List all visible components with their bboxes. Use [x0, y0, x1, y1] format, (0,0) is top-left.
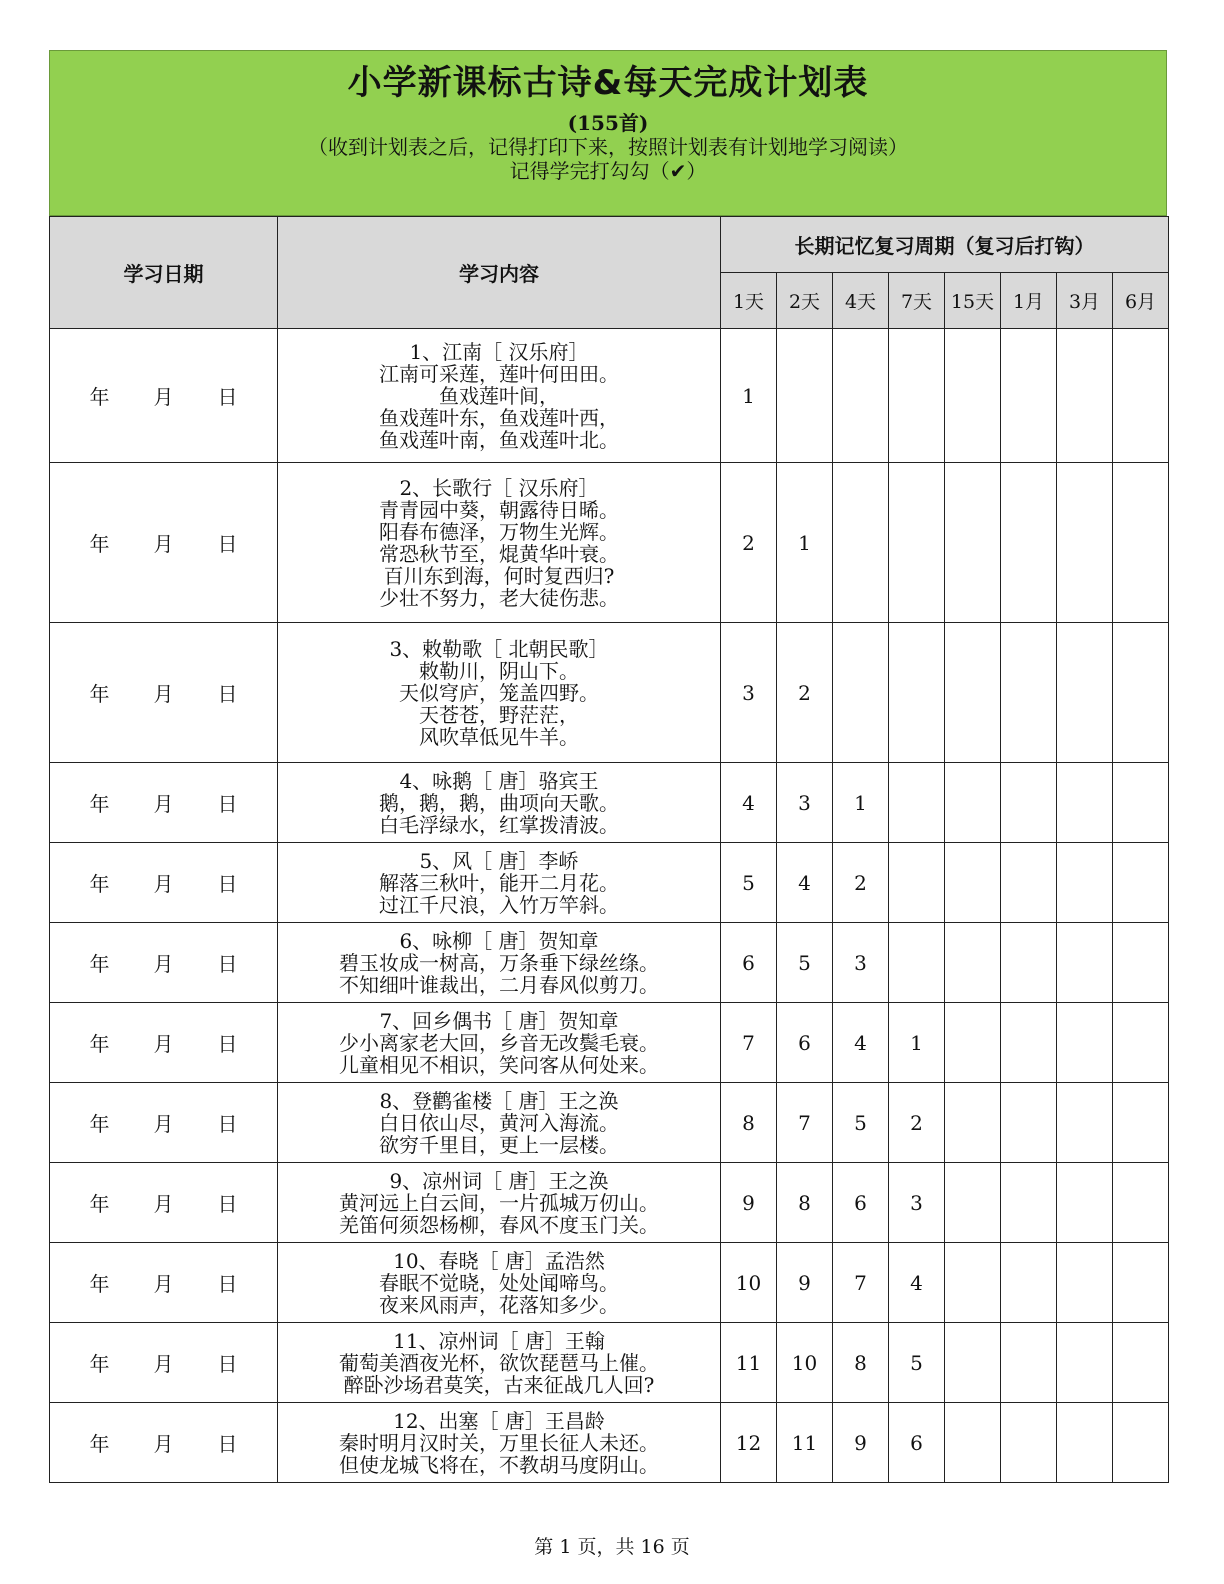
review-checkbox-cell[interactable]: [1113, 1163, 1169, 1243]
date-year-label: 年: [89, 792, 110, 816]
review-checkbox-cell[interactable]: 7: [721, 1003, 777, 1083]
review-checkbox-cell[interactable]: 1: [777, 463, 833, 623]
review-checkbox-cell[interactable]: [945, 1403, 1001, 1483]
poem-title: 5、风［ 唐］李峤: [419, 848, 579, 873]
study-date-cell[interactable]: [50, 463, 278, 623]
poem-title: 4、咏鹅［ 唐］骆宾王: [399, 768, 599, 793]
poem-line: 鱼戏莲叶间，: [439, 383, 559, 408]
review-checkbox-cell[interactable]: [889, 329, 945, 463]
poem-content-cell: [278, 1163, 721, 1243]
study-date-cell[interactable]: [50, 1403, 278, 1483]
poem-content-cell: [278, 1083, 721, 1163]
header-period-2: 4天: [833, 273, 889, 329]
review-checkbox-cell[interactable]: [1113, 1243, 1169, 1323]
poem-line: 但使龙城飞将在，不教胡马度阴山。: [339, 1452, 659, 1477]
study-date-cell[interactable]: [50, 763, 278, 843]
header-period-1: 2天: [777, 273, 833, 329]
review-checkbox-cell[interactable]: [1001, 763, 1057, 843]
review-checkbox-cell[interactable]: 5: [833, 1083, 889, 1163]
review-checkbox-cell[interactable]: [1113, 843, 1169, 923]
poem-line: 欲穷千里目，更上一层楼。: [379, 1132, 619, 1157]
poem-content-cell: [278, 463, 721, 623]
poem-title: 11、凉州词［ 唐］王翰: [393, 1328, 605, 1353]
review-checkbox-cell[interactable]: [1057, 843, 1113, 923]
date-month-label: 月: [153, 1032, 174, 1056]
poem-title: 10、春晓［ 唐］孟浩然: [393, 1248, 605, 1273]
review-checkbox-cell[interactable]: [945, 1243, 1001, 1323]
review-checkbox-cell[interactable]: [833, 463, 889, 623]
header-period-4: 15天: [945, 273, 1001, 329]
poem-title: 9、凉州词［ 唐］王之涣: [389, 1168, 609, 1193]
review-checkbox-cell[interactable]: [1057, 329, 1113, 463]
date-day-label: 日: [217, 385, 238, 409]
poem-line: 鱼戏莲叶南，鱼戏莲叶北。: [379, 427, 619, 452]
poem-line: 碧玉妆成一树高，万条垂下绿丝绦。: [339, 950, 659, 975]
review-checkbox-cell[interactable]: [1001, 1083, 1057, 1163]
date-month-label: 月: [153, 792, 174, 816]
review-checkbox-cell[interactable]: 11: [721, 1323, 777, 1403]
header-period-6: 3月: [1057, 273, 1113, 329]
review-checkbox-cell[interactable]: [1057, 923, 1113, 1003]
date-month-label: 月: [153, 1272, 174, 1296]
review-checkbox-cell[interactable]: [889, 843, 945, 923]
review-checkbox-cell[interactable]: [1113, 1003, 1169, 1083]
table-row: [50, 623, 1169, 763]
poem-line: 葡萄美酒夜光杯，欲饮琵琶马上催。: [339, 1350, 659, 1375]
instruction-note: （收到计划表之后，记得打印下来，按照计划表有计划地学习阅读）: [308, 135, 908, 159]
date-year-label: 年: [89, 682, 110, 706]
review-checkbox-cell[interactable]: [1113, 1083, 1169, 1163]
review-checkbox-cell[interactable]: [1113, 923, 1169, 1003]
review-checkbox-cell[interactable]: [1113, 463, 1169, 623]
poem-line: 醉卧沙场君莫笑，古来征战几人回?: [343, 1372, 655, 1397]
poem-line: 儿童相见不相识，笑问客从何处来。: [339, 1052, 659, 1077]
poem-line: 白毛浮绿水，红掌拨清波。: [379, 812, 619, 837]
study-date-cell[interactable]: [50, 623, 278, 763]
poem-line: 白日依山尽，黄河入海流。: [379, 1110, 619, 1135]
review-checkbox-cell[interactable]: [945, 329, 1001, 463]
review-checkbox-cell[interactable]: [1001, 1243, 1057, 1323]
review-checkbox-cell[interactable]: 6: [721, 923, 777, 1003]
date-day-label: 日: [217, 1352, 238, 1376]
review-checkbox-cell[interactable]: 9: [721, 1163, 777, 1243]
table-row: [50, 1083, 1169, 1163]
poem-title: 2、长歌行［ 汉乐府］: [399, 475, 599, 500]
date-day-label: 日: [217, 792, 238, 816]
poem-content-cell: [278, 1403, 721, 1483]
study-date-cell[interactable]: [50, 1163, 278, 1243]
table-row: [50, 463, 1169, 623]
poem-line: 青青园中葵，朝露待日晞。: [379, 497, 619, 522]
poem-content-cell: [278, 763, 721, 843]
review-checkbox-cell[interactable]: 3: [777, 763, 833, 843]
review-checkbox-cell[interactable]: [833, 329, 889, 463]
review-checkbox-cell[interactable]: 2: [833, 843, 889, 923]
table-row: [50, 763, 1169, 843]
review-checkbox-cell[interactable]: 6: [889, 1403, 945, 1483]
date-year-label: 年: [89, 1032, 110, 1056]
study-date-cell[interactable]: [50, 1243, 278, 1323]
date-month-label: 月: [153, 1112, 174, 1136]
table-row: [50, 1163, 1169, 1243]
review-checkbox-cell[interactable]: 4: [889, 1243, 945, 1323]
date-year-label: 年: [89, 385, 110, 409]
poem-content-cell: [278, 1003, 721, 1083]
poem-content-cell: [278, 329, 721, 463]
poem-title: 7、回乡偶书［ 唐］贺知章: [379, 1008, 619, 1033]
date-day-label: 日: [217, 952, 238, 976]
poem-line: 秦时明月汉时关，万里长征人未还。: [339, 1430, 659, 1455]
review-checkbox-cell[interactable]: 5: [721, 843, 777, 923]
review-checkbox-cell[interactable]: [1001, 1323, 1057, 1403]
header-period-3: 7天: [889, 273, 945, 329]
review-checkbox-cell[interactable]: 2: [889, 1083, 945, 1163]
review-checkbox-cell[interactable]: [1113, 1323, 1169, 1403]
poem-line: 风吹草低见牛羊。: [419, 724, 579, 749]
date-year-label: 年: [89, 872, 110, 896]
study-date-cell[interactable]: [50, 843, 278, 923]
header-period-7: 6月: [1113, 273, 1169, 329]
review-checkbox-cell[interactable]: 1: [833, 763, 889, 843]
poem-line: 黄河远上白云间，一片孤城万仞山。: [339, 1190, 659, 1215]
table-row: [50, 1323, 1169, 1403]
header-period-5: 1月: [1001, 273, 1057, 329]
review-checkbox-cell[interactable]: 8: [721, 1083, 777, 1163]
review-checkbox-cell[interactable]: 11: [777, 1403, 833, 1483]
date-day-label: 日: [217, 872, 238, 896]
review-checkbox-cell[interactable]: [945, 1083, 1001, 1163]
poem-line: 鹅，鹅，鹅，曲项向天歌。: [379, 790, 619, 815]
poem-line: 少壮不努力，老大徒伤悲。: [379, 585, 619, 610]
date-month-label: 月: [153, 532, 174, 556]
date-month-label: 月: [153, 385, 174, 409]
date-year-label: 年: [89, 1112, 110, 1136]
poem-line: 阳春布德泽，万物生光辉。: [379, 519, 619, 544]
date-day-label: 日: [217, 1432, 238, 1456]
review-checkbox-cell[interactable]: 3: [833, 923, 889, 1003]
table-row: [50, 843, 1169, 923]
review-checkbox-cell[interactable]: [945, 1323, 1001, 1403]
table-row: [50, 329, 1169, 463]
date-month-label: 月: [153, 872, 174, 896]
poem-line: 夜来风雨声，花落知多少。: [379, 1292, 619, 1317]
poem-line: 天似穹庐，笼盖四野。: [399, 680, 599, 705]
date-day-label: 日: [217, 1272, 238, 1296]
review-checkbox-cell[interactable]: [889, 463, 945, 623]
review-checkbox-cell[interactable]: [1057, 463, 1113, 623]
table-row: [50, 1403, 1169, 1483]
page-footer: 第 1 页，共 16 页: [534, 1536, 690, 1558]
date-day-label: 日: [217, 682, 238, 706]
header-study-date: 学习日期: [50, 217, 278, 329]
table-row: [50, 1003, 1169, 1083]
review-checkbox-cell[interactable]: [1001, 463, 1057, 623]
review-checkbox-cell[interactable]: [945, 763, 1001, 843]
checkmark-note: 记得学完打勾勾（✔）: [509, 159, 707, 183]
study-date-cell[interactable]: [50, 923, 278, 1003]
review-checkbox-cell[interactable]: 8: [777, 1163, 833, 1243]
poem-title: 6、咏柳［ 唐］贺知章: [399, 928, 599, 953]
poem-line: 过江千尺浪，入竹万竿斜。: [379, 892, 619, 917]
review-checkbox-cell[interactable]: [1113, 1403, 1169, 1483]
date-day-label: 日: [217, 1192, 238, 1216]
review-checkbox-cell[interactable]: 2: [777, 623, 833, 763]
review-checkbox-cell[interactable]: 6: [777, 1003, 833, 1083]
study-date-cell[interactable]: [50, 1323, 278, 1403]
table-row: [50, 923, 1169, 1003]
review-checkbox-cell[interactable]: 5: [889, 1323, 945, 1403]
poem-title: 1、江南［ 汉乐府］: [409, 339, 589, 364]
review-checkbox-cell[interactable]: 12: [721, 1403, 777, 1483]
date-day-label: 日: [217, 1112, 238, 1136]
review-checkbox-cell[interactable]: [1057, 1083, 1113, 1163]
study-date-cell[interactable]: [50, 1083, 278, 1163]
date-year-label: 年: [89, 532, 110, 556]
date-year-label: 年: [89, 1432, 110, 1456]
review-checkbox-cell[interactable]: 6: [833, 1163, 889, 1243]
poem-line: 少小离家老大回，乡音无改鬓毛衰。: [339, 1030, 659, 1055]
poem-line: 解落三秋叶，能开二月花。: [379, 870, 619, 895]
review-checkbox-cell[interactable]: [889, 623, 945, 763]
date-day-label: 日: [217, 532, 238, 556]
poem-title: 12、出塞［ 唐］王昌龄: [393, 1408, 605, 1433]
date-month-label: 月: [153, 682, 174, 706]
review-checkbox-cell[interactable]: [1057, 623, 1113, 763]
review-checkbox-cell[interactable]: [1057, 1243, 1113, 1323]
date-month-label: 月: [153, 1192, 174, 1216]
date-month-label: 月: [153, 952, 174, 976]
review-checkbox-cell[interactable]: [1113, 329, 1169, 463]
poem-count: (155首): [567, 111, 649, 135]
poem-content-cell: [278, 843, 721, 923]
review-checkbox-cell[interactable]: 4: [833, 1003, 889, 1083]
review-checkbox-cell[interactable]: [1001, 1003, 1057, 1083]
table-row: [50, 1243, 1169, 1323]
review-checkbox-cell[interactable]: [889, 923, 945, 1003]
review-checkbox-cell[interactable]: [1057, 1323, 1113, 1403]
poem-line: 不知细叶谁裁出，二月春风似剪刀。: [339, 972, 659, 997]
header-period-0: 1天: [721, 273, 777, 329]
date-year-label: 年: [89, 1192, 110, 1216]
title-banner: [49, 50, 1167, 216]
poem-content-cell: [278, 623, 721, 763]
review-checkbox-cell[interactable]: 1: [889, 1003, 945, 1083]
review-checkbox-cell[interactable]: [1001, 329, 1057, 463]
review-checkbox-cell[interactable]: [1001, 923, 1057, 1003]
study-plan-table: [49, 216, 1169, 1483]
date-day-label: 日: [217, 1032, 238, 1056]
review-checkbox-cell[interactable]: 9: [777, 1243, 833, 1323]
review-checkbox-cell[interactable]: [1001, 1403, 1057, 1483]
review-checkbox-cell[interactable]: [945, 1163, 1001, 1243]
review-checkbox-cell[interactable]: 4: [721, 763, 777, 843]
date-year-label: 年: [89, 1352, 110, 1376]
poem-line: 江南可采莲，莲叶何田田。: [379, 361, 619, 386]
study-date-cell[interactable]: [50, 1003, 278, 1083]
review-checkbox-cell[interactable]: [1001, 843, 1057, 923]
poem-content-cell: [278, 923, 721, 1003]
review-checkbox-cell[interactable]: [889, 763, 945, 843]
review-checkbox-cell[interactable]: [1001, 1163, 1057, 1243]
poem-line: 百川东到海，何时复西归?: [383, 563, 615, 588]
review-checkbox-cell[interactable]: 3: [889, 1163, 945, 1243]
review-checkbox-cell[interactable]: [945, 843, 1001, 923]
review-checkbox-cell[interactable]: 2: [721, 463, 777, 623]
review-checkbox-cell[interactable]: [1113, 763, 1169, 843]
review-checkbox-cell[interactable]: [1057, 1003, 1113, 1083]
review-checkbox-cell[interactable]: 7: [833, 1243, 889, 1323]
review-checkbox-cell[interactable]: 4: [777, 843, 833, 923]
poem-line: 春眠不觉晓，处处闻啼鸟。: [379, 1270, 619, 1295]
review-checkbox-cell[interactable]: [945, 623, 1001, 763]
review-checkbox-cell[interactable]: [1113, 623, 1169, 763]
review-checkbox-cell[interactable]: [1057, 1163, 1113, 1243]
poem-content-cell: [278, 1323, 721, 1403]
poem-line: 天苍苍，野茫茫，: [419, 702, 579, 727]
study-date-cell[interactable]: [50, 329, 278, 463]
review-checkbox-cell[interactable]: 1: [721, 329, 777, 463]
poem-content-cell: [278, 1243, 721, 1323]
poem-line: 鱼戏莲叶东，鱼戏莲叶西，: [379, 405, 619, 430]
review-checkbox-cell[interactable]: 3: [721, 623, 777, 763]
review-checkbox-cell[interactable]: [1057, 763, 1113, 843]
review-checkbox-cell[interactable]: 5: [777, 923, 833, 1003]
poem-title: 8、登鹳雀楼［ 唐］王之涣: [379, 1088, 619, 1113]
date-year-label: 年: [89, 1272, 110, 1296]
review-checkbox-cell[interactable]: [945, 1003, 1001, 1083]
poem-line: 敕勒川，阴山下。: [419, 658, 579, 683]
review-checkbox-cell[interactable]: 10: [777, 1323, 833, 1403]
poem-line: 羌笛何须怨杨柳，春风不度玉门关。: [339, 1212, 659, 1237]
date-month-label: 月: [153, 1432, 174, 1456]
review-checkbox-cell[interactable]: [945, 923, 1001, 1003]
poem-line: 常恐秋节至，焜黄华叶衰。: [379, 541, 619, 566]
review-checkbox-cell[interactable]: 8: [833, 1323, 889, 1403]
review-checkbox-cell[interactable]: 10: [721, 1243, 777, 1323]
review-checkbox-cell[interactable]: [1057, 1403, 1113, 1483]
review-checkbox-cell[interactable]: [945, 463, 1001, 623]
review-checkbox-cell[interactable]: [833, 623, 889, 763]
date-month-label: 月: [153, 1352, 174, 1376]
date-year-label: 年: [89, 952, 110, 976]
header-review-cycle: 长期记忆复习周期（复习后打钩）: [721, 217, 1169, 273]
header-study-content: 学习内容: [278, 217, 721, 329]
review-checkbox-cell[interactable]: [777, 329, 833, 463]
review-checkbox-cell[interactable]: 7: [777, 1083, 833, 1163]
page-title: 小学新课标古诗&每天完成计划表: [347, 63, 869, 103]
poem-title: 3、敕勒歌［ 北朝民歌］: [389, 636, 609, 661]
review-checkbox-cell[interactable]: 9: [833, 1403, 889, 1483]
review-checkbox-cell[interactable]: [1001, 623, 1057, 763]
